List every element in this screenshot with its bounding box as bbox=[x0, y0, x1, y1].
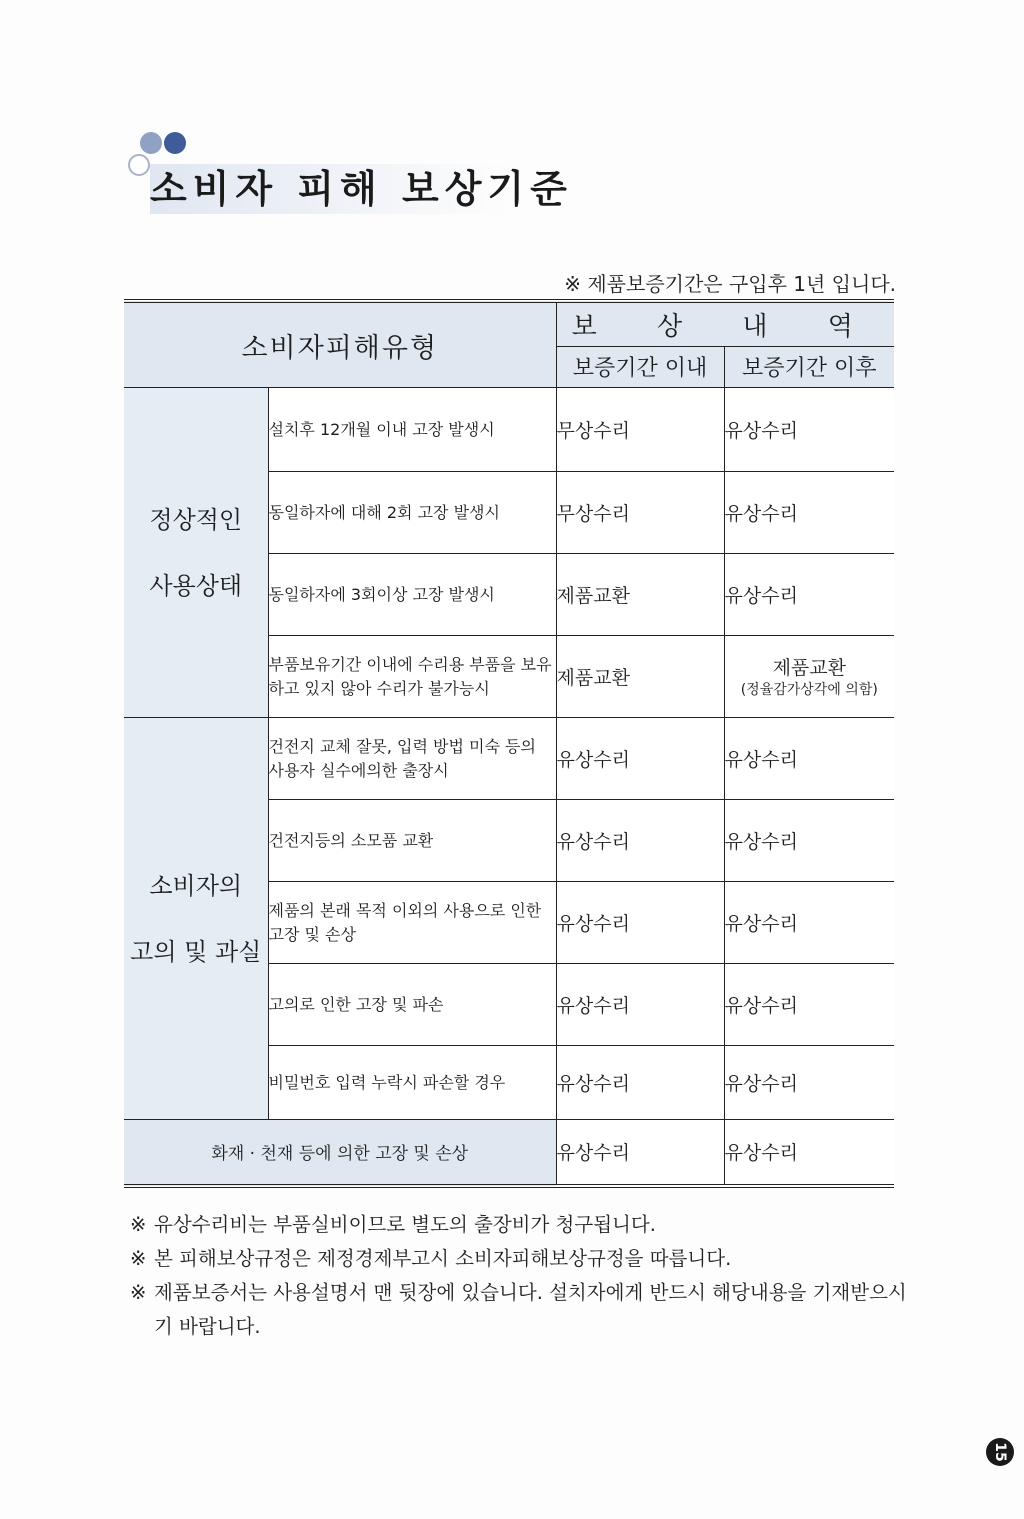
page-title: 소비자 피해 보상기준 bbox=[150, 164, 550, 214]
within-warranty-value: 무상수리 bbox=[556, 388, 724, 472]
after-warranty-value: 유상수리 bbox=[724, 718, 894, 800]
damage-case: 동일하자에 3회이상 고장 발생시 bbox=[268, 554, 556, 636]
after-warranty-value: 유상수리 bbox=[724, 800, 894, 882]
header-within-warranty: 보증기간 이내 bbox=[556, 346, 724, 387]
within-warranty-value: 유상수리 bbox=[556, 1046, 724, 1120]
after-warranty-value: 유상수리 bbox=[724, 882, 894, 964]
damage-case-disaster: 화재 · 천재 등에 의한 고장 및 손상 bbox=[124, 1120, 556, 1186]
damage-case: 제품의 본래 목적 이외의 사용으로 인한 고장 및 손상 bbox=[268, 882, 556, 964]
category-user-fault: 소비자의 고의 및 과실 bbox=[124, 718, 268, 1120]
footnotes bbox=[130, 1208, 910, 1344]
within-warranty-value: 유상수리 bbox=[556, 800, 724, 882]
within-warranty-value: 유상수리 bbox=[556, 718, 724, 800]
damage-case: 부품보유기간 이내에 수리용 부품을 보유하고 있지 않아 수리가 불가능시 bbox=[268, 636, 556, 718]
header-damage-type: 소비자피해유형 bbox=[124, 301, 556, 388]
after-warranty-value: 유상수리 bbox=[724, 472, 894, 554]
table-row bbox=[124, 1120, 894, 1186]
footnote-item: ※ 본 피해보상규정은 제정경제부고시 소비자피해보상규정을 따릅니다. bbox=[130, 1247, 732, 1270]
damage-case: 비밀번호 입력 누락시 파손할 경우 bbox=[268, 1046, 556, 1120]
after-warranty-value: 유상수리 bbox=[724, 388, 894, 472]
warranty-period-note: ※ 제품보증기간은 구입후 1년 입니다. bbox=[564, 272, 896, 296]
damage-case: 건전지 교체 잘못, 입력 방법 미숙 등의 사용자 실수에의한 출장시 bbox=[268, 718, 556, 800]
within-warranty-value: 제품교환 bbox=[556, 636, 724, 718]
damage-case: 동일하자에 대해 2회 고장 발생시 bbox=[268, 472, 556, 554]
compensation-table bbox=[124, 299, 894, 1188]
after-warranty-value: 제품교환 (정율감가상각에 의함) bbox=[724, 636, 894, 718]
after-warranty-value: 유상수리 bbox=[724, 1120, 894, 1186]
header-after-warranty: 보증기간 이후 bbox=[724, 346, 894, 387]
header-compensation: 보 상 내 역 bbox=[556, 301, 894, 346]
table-row bbox=[124, 388, 894, 472]
depreciation-note: (정율감가상각에 의함) bbox=[740, 682, 878, 698]
footnote-item: ※ 제품보증서는 사용설명서 맨 뒷장에 있습니다. 설치자에게 반드시 해당내용을 기재받으시기 바랍니다. bbox=[130, 1281, 907, 1338]
within-warranty-value: 유상수리 bbox=[556, 1120, 724, 1186]
within-warranty-value: 제품교환 bbox=[556, 554, 724, 636]
within-warranty-value: 무상수리 bbox=[556, 472, 724, 554]
footnote-item: ※ 유상수리비는 부품실비이므로 별도의 출장비가 청구됩니다. bbox=[130, 1213, 656, 1236]
within-warranty-value: 유상수리 bbox=[556, 882, 724, 964]
category-normal-use: 정상적인 사용상태 bbox=[124, 388, 268, 718]
after-warranty-value: 유상수리 bbox=[724, 554, 894, 636]
after-warranty-value: 유상수리 bbox=[724, 964, 894, 1046]
within-warranty-value: 유상수리 bbox=[556, 964, 724, 1046]
table-row bbox=[124, 718, 894, 800]
damage-case: 설치후 12개월 이내 고장 발생시 bbox=[268, 388, 556, 472]
page-number: 15 bbox=[986, 1438, 1014, 1466]
damage-case: 고의로 인한 고장 및 파손 bbox=[268, 964, 556, 1046]
damage-case: 건전지등의 소모품 교환 bbox=[268, 800, 556, 882]
after-warranty-value: 유상수리 bbox=[724, 1046, 894, 1120]
